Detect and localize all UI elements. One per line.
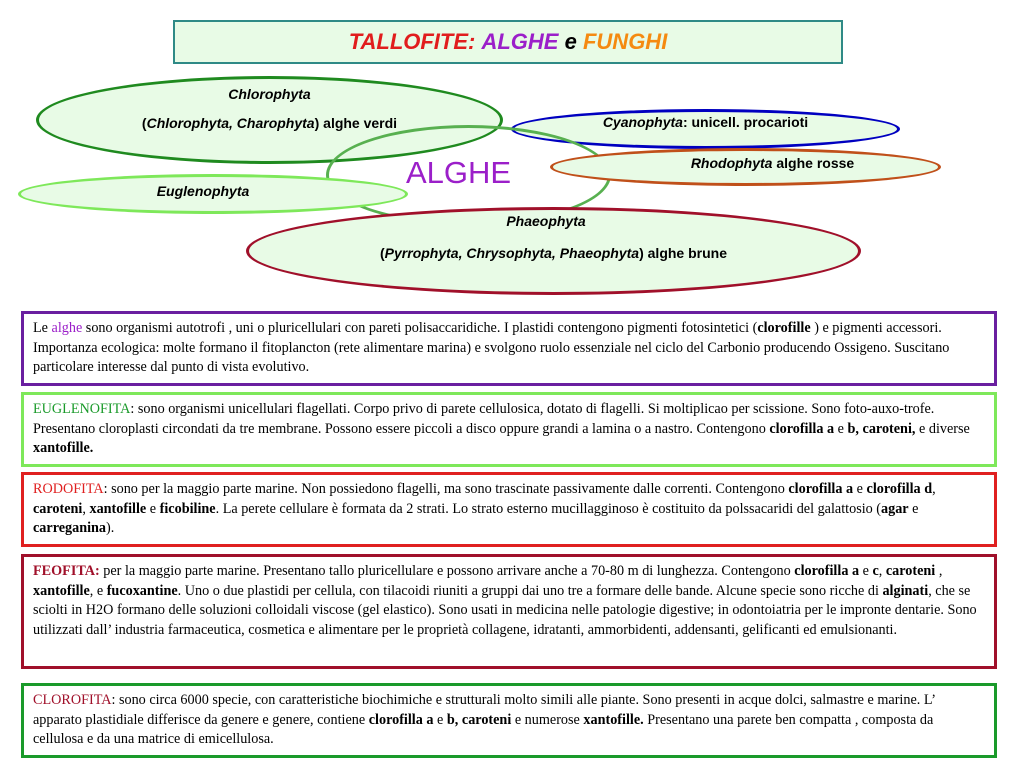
- euglenofita-heading: EUGLENOFITA: [33, 401, 131, 417]
- title-e: e: [564, 29, 577, 54]
- clorofita-box: CLOROFITA: sono circa 6000 specie, con caratteristiche biochimiche e strutturali molto simili alle piante. Sono presenti in acque dolci, salmastre e marine. L’ apparato plastidiale differisce da genere e genere, contiene clorofilla a e b, caroteni e numerose xantofille. Presentano una parete ben compatta , composta da cellulosa e da una matrice di emicellulosa.: [21, 683, 997, 758]
- label-rhodophyta: Rhodophyta alghe rosse: [690, 155, 855, 171]
- intro-highlight: alghe: [51, 320, 83, 336]
- label-cyanophyta: Cyanophyta: unicell. procarioti: [602, 114, 809, 130]
- title-box: [173, 20, 843, 64]
- rodofita-box: RODOFITA: sono per la maggio parte marine. Non possiedono flagelli, ma sono trascinate passivamente dalle correnti. Contengono clorofilla a e clorofilla d, caroteni, xantofille e ficobiline. La perete cellulare è formata da 2 strati. Lo strato esterno mucillagginoso è costituito da polssacaridi del galattosio (agar e carreganina).: [21, 472, 997, 547]
- label-chlorophyta-name: Chlorophyta: [228, 86, 311, 102]
- title-alghe: ALGHE: [481, 29, 559, 54]
- title-tallofite: TALLOFITE:: [348, 29, 476, 54]
- feofita-box: FEOFITA: per la maggio parte marine. Presentano tallo pluricellulare e possono arrivare anche a 70-80 m di lunghezza. Contengono clorofilla a e c, caroteni , xantofille, e fucoxantine. Uno o due plastidi per cellula, con tilacoidi riuniti a gruppi dai uno tre a formare delle bande. Alcune specie sono ricche di alginati, che se sciolti in H2O formano delle soluzioni colloidali viscose (gel elastico). Sono usati in medicina nelle patologie digestive; in odontoiatria per le impronte dentarie. Sono utilizzati dall’ industria farmaceutica, cosmetica e alimentare per le proprietà collagene, idratanti, ammorbidenti, addensanti, gelificanti ed emulsionanti.: [21, 554, 997, 669]
- title-funghi: FUNGHI: [582, 29, 668, 54]
- euglenofita-box: EUGLENOFITA: sono organismi unicellulari flagellati. Corpo privo di parete cellulosica, dotato di flagelli. Si moltiplicao per scissione. Sono foto-auxo-trofe. Presentano cloroplasti circondati da tre membrane. Possono essere piccoli a disco oppure grandi a lamina o a nastro. Contengono clorofilla a e b, caroteni, e diverse xantofille.: [21, 392, 997, 467]
- clorofita-heading: CLOROFITA: [33, 692, 112, 708]
- label-phaeophyta-name: Phaeophyta: [506, 213, 586, 229]
- label-chlorophyta-desc: (Chlorophyta, Charophyta) alghe verdi: [141, 115, 398, 131]
- intro-box: Le alghe sono organismi autotrofi , uni o pluricellulari con pareti polisaccaridiche. I plastidi contengono pigmenti fotosintetici (clorofille ) e pigmenti accessori. Importanza ecologica: molte formano il fitoplancton (rete alimentare marina) e svolgono ruolo essenziale nel ciclo del Carbonio producendo Ossigeno. Suscitano particolare interesse dal punto di vista evolutivo.: [21, 311, 997, 386]
- center-label-alghe: ALGHE: [406, 155, 512, 190]
- rodofita-heading: RODOFITA: [33, 481, 104, 497]
- label-phaeophyta-desc: (Pyrrophyta, Chrysophyta, Phaeophyta) alghe brune: [380, 245, 727, 261]
- label-euglenophyta: Euglenophyta: [156, 183, 250, 199]
- feofita-heading: FEOFITA:: [33, 563, 100, 579]
